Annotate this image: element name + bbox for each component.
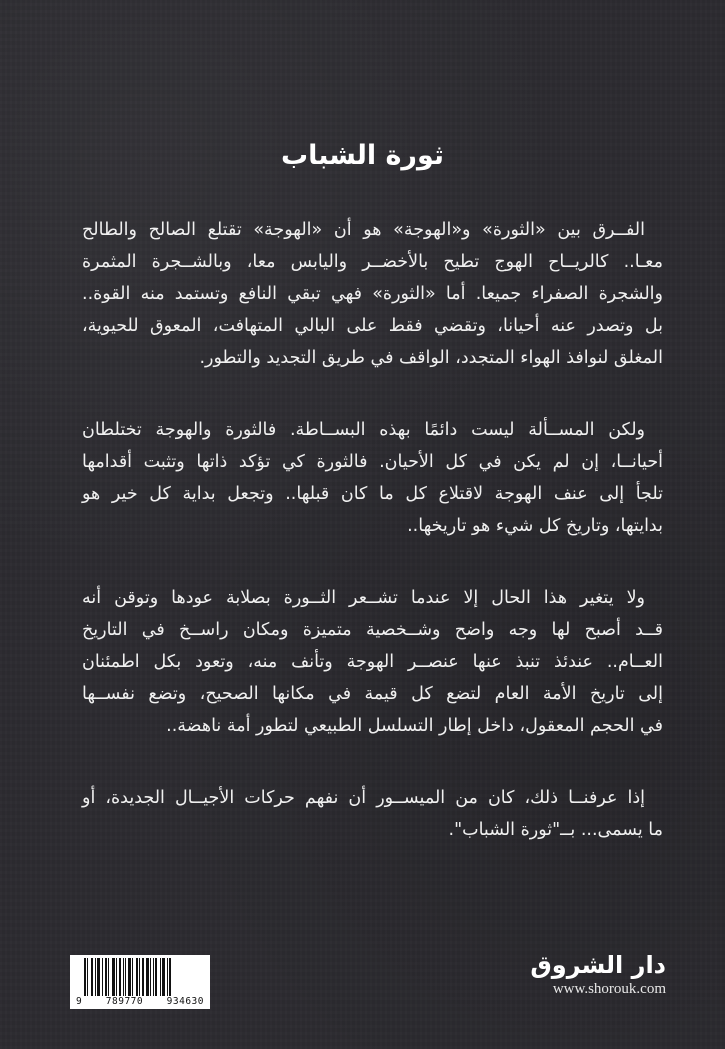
isbn-prefix: 9 <box>76 996 83 1007</box>
blurb-paragraph-2 <box>82 414 663 542</box>
text-line: ولا يتغير هذا الحال إلا عندما تشــعر الثــورة بصلابة عودها وتوقن أنه <box>82 588 645 608</box>
isbn-digits <box>76 996 204 1008</box>
publisher-url: www.shorouk.com <box>552 981 666 997</box>
publisher-logo: دار الشروق <box>530 951 666 979</box>
blurb-paragraph-3 <box>82 582 663 742</box>
text-line: في الحجم المعقول، داخل إطار التسلسل الطبيعي لتطور أمة ناهضة.. <box>166 716 663 736</box>
blurb-paragraph-4 <box>82 782 663 846</box>
isbn-group-1: 789770 <box>105 996 144 1007</box>
isbn-group-2: 934630 <box>166 996 204 1007</box>
text-line: معـا.. كالريــاح الهوج تطيح بالأخضــر واليابس معا، وبالشــجرة المثمرة <box>82 252 663 272</box>
blurb-paragraph-1 <box>82 214 663 374</box>
barcode-bars <box>84 958 204 996</box>
text-line: الفــرق بين «الثورة» و«الهوجة» هو أن «الهوجة» تقتلع الصالح والطالح <box>82 220 645 240</box>
text-line: إذا عرفنــا ذلك، كان من الميســور أن نفهم حركات الأجيــال الجديدة، أو <box>82 788 645 808</box>
text-line: المغلق لنوافذ الهواء المتجدد، الواقف في طريق التجديد والتطور. <box>199 348 663 368</box>
text-line: أحيانــا، إن لم يكن في كل الأحيان. فالثورة كي تؤكد ذاتها وتثبت أقدامها <box>82 452 663 472</box>
text-line: العــام.. عندئذ تنبذ عنها عنصــر الهوجة وتأنف منه، وتعود بكل اطمئنان <box>82 652 663 672</box>
isbn-barcode <box>70 955 210 1009</box>
text-line: إلى تاريخ الأمة العام لتضع كل قيمة في مكانها الصحيح، وتضع نفســها <box>82 684 663 704</box>
text-line: بل وتصدر عنه أحيانا، وتقضي فقط على البالي المتهافت، المعوق للحيوية، <box>82 316 663 336</box>
blurb-text <box>82 214 663 886</box>
book-title: ثورة الشباب <box>280 140 445 171</box>
text-line: تلجأ إلى عنف الهوجة لاقتلاع كل ما كان قبلها.. وتجعل بداية كل خير هو <box>82 484 663 504</box>
text-line: بدايتها، وتاريخ كل شيء هو تاريخها.. <box>407 516 663 536</box>
text-line: ما يسمى... بــ"ثورة الشباب". <box>448 820 663 840</box>
text-line: والشجرة الصفراء جميعا. أما «الثورة» فهي تبقي النافع وتستمد منه القوة.. <box>82 284 663 304</box>
publisher-block <box>520 950 670 998</box>
text-line: ولكن المســألة ليست دائمًا بهذه البســاطة. فالثورة والهوجة تختلطان <box>82 420 645 440</box>
text-line: قــد أصبح لها وجه واضح وشــخصية متميزة ومكان راســخ في التاريخ <box>82 620 663 640</box>
